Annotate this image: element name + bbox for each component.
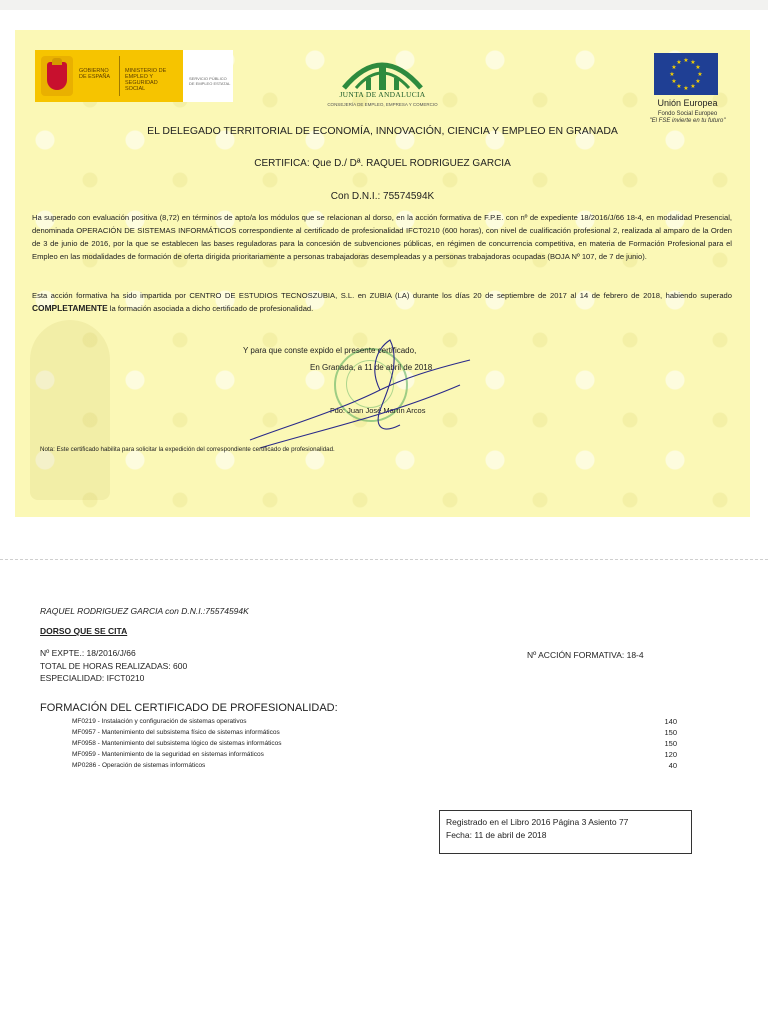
place-date: En Granada, a 11 de abril de 2018: [310, 363, 433, 372]
svg-text:★: ★: [669, 71, 675, 78]
expediente-block: [40, 647, 187, 685]
back-name-line: RAQUEL RODRIGUEZ GARCIA con D.N.I.:75574594K: [40, 606, 249, 616]
svg-text:★: ★: [671, 64, 677, 71]
training-paragraph: [32, 289, 732, 315]
svg-text:★: ★: [676, 83, 682, 90]
certificate-note: Nota: Este certificado habilita para solicitar la expedición del correspondiente certificado de profesionalidad.: [40, 446, 335, 453]
junta-name: JUNTA DE ANDALUCIA: [339, 90, 426, 99]
module-hours: 150: [664, 728, 677, 737]
logo-divider: [119, 56, 120, 96]
module-name: MF0957 - Mantenimiento del subsistema físico de sistemas informáticos: [72, 729, 280, 736]
dorso-heading: DORSO QUE SE CITA: [40, 626, 128, 636]
especialidad: ESPECIALIDAD: IFCT0210: [40, 673, 145, 683]
module-row: [72, 760, 682, 771]
spain-government-logo: [35, 50, 233, 102]
modules-list: [72, 716, 682, 771]
page-top-strip: [0, 0, 768, 10]
coat-of-arms-icon: [41, 56, 73, 96]
svg-text:★: ★: [671, 78, 677, 85]
module-row: [72, 738, 682, 749]
expediente-number: Nº EXPTE.: 18/2016/J/66: [40, 648, 136, 658]
signed-by: Fdo: Juan José Martín Arcos: [330, 406, 426, 415]
junta-andalucia-logo: [327, 50, 438, 112]
statue-watermark: [30, 320, 110, 500]
module-name: MF0219 - Instalación y configuración de sistemas operativos: [72, 718, 247, 725]
svg-text:★: ★: [683, 85, 689, 92]
junta-consejeria: CONSEJERÍA DE EMPLEO, EMPRESA Y COMERCIO: [327, 102, 438, 107]
module-hours: 120: [664, 750, 677, 759]
logo-servicio-text: SERVICIO PÚBLICO DE EMPLEO ESTATAL: [189, 76, 231, 86]
eu-fund: Fondo Social Europeo: [657, 111, 718, 117]
module-name: MP0286 - Operación de sistemas informáticos: [72, 762, 206, 769]
module-row: [72, 749, 682, 760]
module-row: [72, 727, 682, 738]
conste-line: Y para que conste expido el presente certificado,: [243, 346, 417, 355]
module-name: MF0959 - Mantenimiento de la seguridad en sistemas informáticos: [72, 751, 264, 758]
module-row: [72, 716, 682, 727]
junta-arch-icon: [330, 50, 435, 92]
dni-line: Con D.N.I.: 75574594K: [330, 191, 435, 202]
module-hours: 150: [664, 739, 677, 748]
eu-motto: "El FSE invierte en tu futuro": [649, 118, 726, 124]
logo-gobierno-text: GOBIERNO DE ESPAÑA: [79, 68, 111, 80]
svg-text:★: ★: [676, 59, 682, 66]
svg-text:★: ★: [695, 78, 701, 85]
formacion-heading: FORMACIÓN DEL CERTIFICADO DE PROFESIONALIDAD:: [40, 702, 338, 714]
handwritten-signature: [230, 330, 490, 460]
certificate-title: EL DELEGADO TERRITORIAL DE ECONOMÍA, INNOVACIÓN, CIENCIA Y EMPLEO EN GRANADA: [147, 125, 618, 137]
eu-flag-icon: [654, 53, 718, 95]
module-hours: 40: [668, 761, 677, 770]
module-hours: 140: [664, 717, 677, 726]
registration-box: [439, 810, 692, 854]
eu-name: Unión Europea: [657, 98, 718, 108]
registration-date: Fecha: 11 de abril de 2018: [446, 830, 547, 840]
registration-line: Registrado en el Libro 2016 Página 3 Asiento 77: [446, 817, 629, 827]
svg-text:★: ★: [690, 59, 696, 66]
total-hours: TOTAL DE HORAS REALIZADAS: 600: [40, 660, 188, 671]
svg-text:★: ★: [697, 71, 703, 78]
evaluation-paragraph: Ha superado con evaluación positiva (8,72) en términos de apto/a los módulos que se relacionan al dorso, en la acción formativa de F.P.E. con nº de expediente 18/2016/J/66 18-4, en modalidad Presencial, denominada OPERACIÓN DE SISTEMAS INFORMÁTICOS correspondiente al certificado de profesionalidad IFCT0210 (600 horas), con nivel de cualificación profesional 2, realizada al amparo de la Orden de 3 de junio de 2016, por la que se establecen las bases reguladoras para la concesión de subvenciones públicas, en régimen de concurrencia competitiva, en materia de Formación Profesional para el Empleo en las modalidades de formación de oferta dirigida prioritariamente a personas trabajadoras desempleadas y a personas trabajadoras ocupadas (BOJA Nº 107, de 7 de junio).: [32, 213, 732, 261]
svg-text:★: ★: [695, 64, 701, 71]
svg-text:★: ★: [683, 57, 689, 64]
svg-text:★: ★: [690, 83, 696, 90]
logo-ministerio-text: MINISTERIO DE EMPLEO Y SEGURIDAD SOCIAL: [125, 68, 167, 92]
certifica-line: CERTIFICA: Que D./ Dª. RAQUEL RODRIGUEZ GARCIA: [254, 158, 511, 169]
training-paragraph-end: la formación asociada a dicho certificado de profesionalidad.: [107, 304, 314, 313]
training-paragraph-start: Esta acción formativa ha sido impartida por CENTRO DE ESTUDIOS TECNOSZUBIA, S.L. en ZUBIA (LA) durante los días 20 de septiembre de 2017 al 14 de febrero de 2018, habiendo superado: [32, 291, 732, 300]
module-name: MF0958 - Mantenimiento del subsistema lógico de sistemas informáticos: [72, 740, 282, 747]
completamente-text: COMPLETAMENTE: [32, 303, 108, 313]
accion-formativa: Nº ACCIÓN FORMATIVA: 18-4: [527, 650, 644, 660]
page-divider: [0, 559, 768, 561]
